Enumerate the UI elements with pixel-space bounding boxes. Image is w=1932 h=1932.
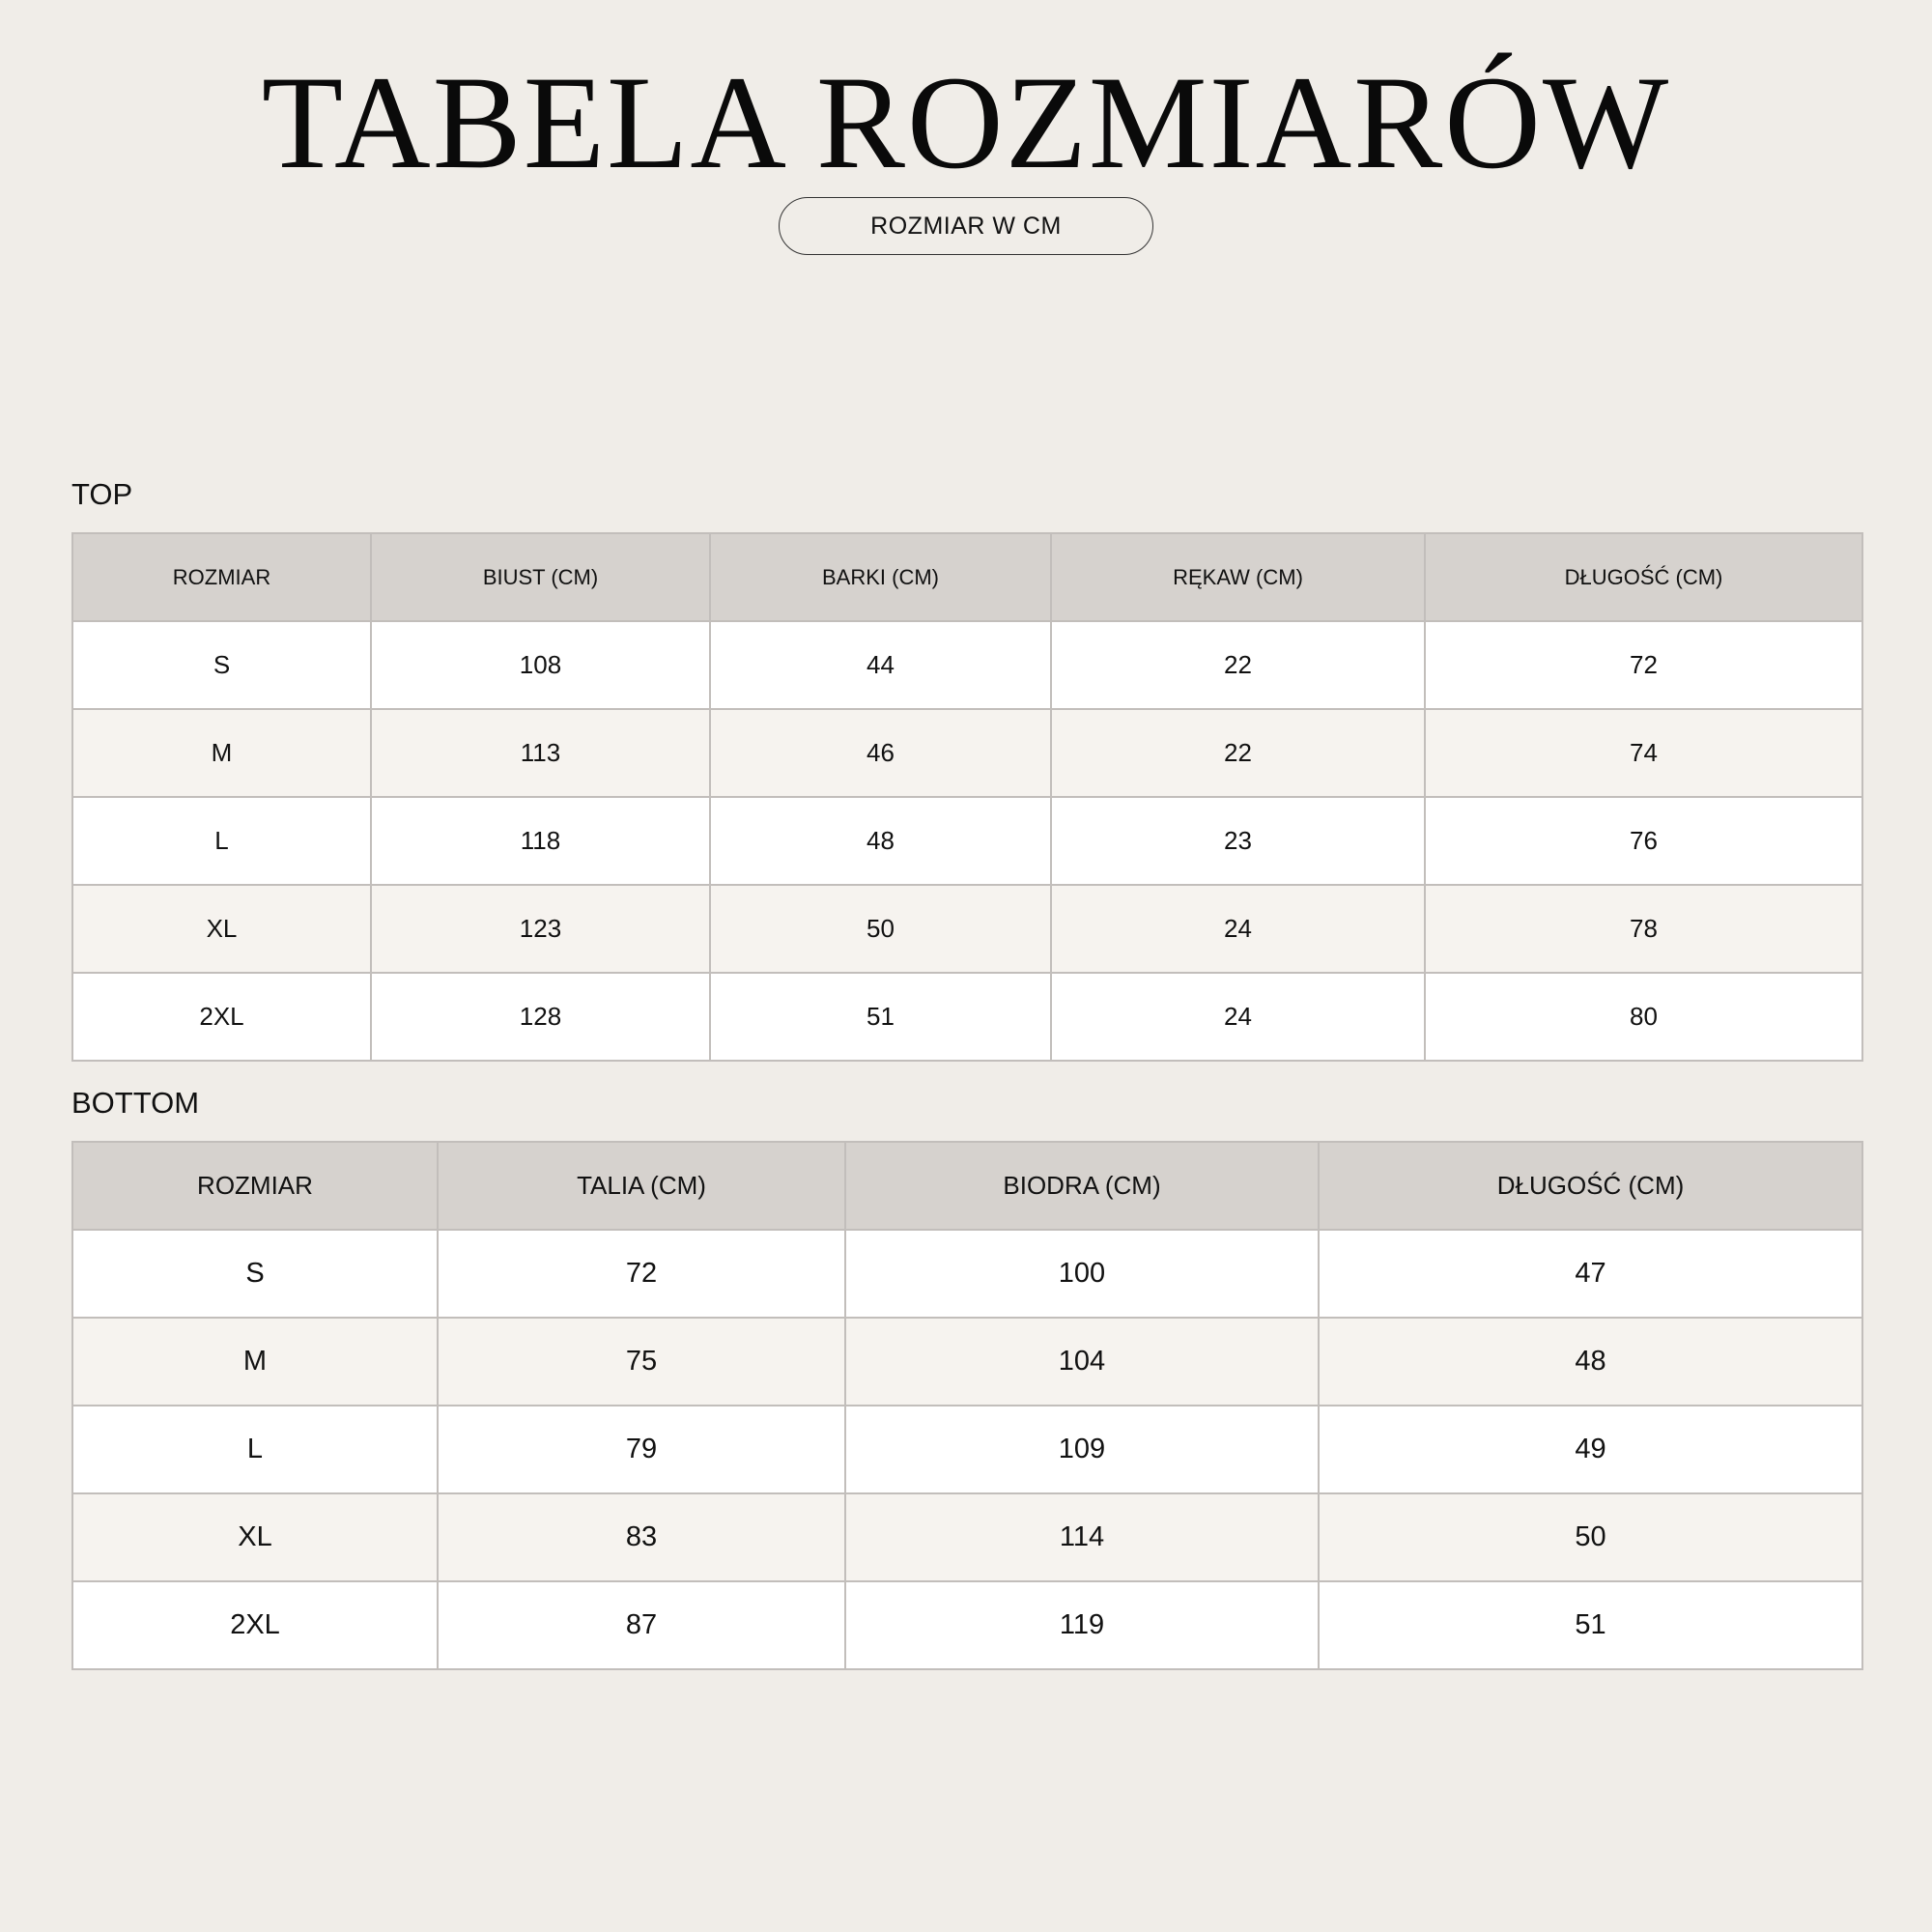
column-header: DŁUGOŚĆ (CM) xyxy=(1319,1142,1862,1230)
table-cell: XL xyxy=(72,885,371,973)
bottom-size-table xyxy=(71,1141,1863,1670)
table-cell: 22 xyxy=(1051,621,1425,709)
table-cell: 22 xyxy=(1051,709,1425,797)
table-cell: 24 xyxy=(1051,973,1425,1061)
table-cell: 108 xyxy=(371,621,710,709)
table-cell: XL xyxy=(72,1493,438,1581)
table-cell: 109 xyxy=(845,1406,1319,1493)
table-row xyxy=(72,1230,1862,1318)
table-row xyxy=(72,709,1862,797)
table-cell: 79 xyxy=(438,1406,845,1493)
table-header-row xyxy=(72,533,1862,621)
table-cell: 83 xyxy=(438,1493,845,1581)
top-section-label: TOP xyxy=(71,477,133,511)
table-cell: 2XL xyxy=(72,973,371,1061)
table-cell: 50 xyxy=(1319,1493,1862,1581)
table-cell: 104 xyxy=(845,1318,1319,1406)
table-cell: S xyxy=(72,621,371,709)
table-cell: 72 xyxy=(1425,621,1862,709)
column-header: BIODRA (CM) xyxy=(845,1142,1319,1230)
table-cell: 128 xyxy=(371,973,710,1061)
bottom-section-label: BOTTOM xyxy=(71,1086,200,1120)
column-header: BARKI (CM) xyxy=(710,533,1051,621)
table-cell: 74 xyxy=(1425,709,1862,797)
table-cell: 113 xyxy=(371,709,710,797)
table-cell: M xyxy=(72,1318,438,1406)
top-size-table xyxy=(71,532,1863,1062)
table-header-row xyxy=(72,1142,1862,1230)
table-cell: 100 xyxy=(845,1230,1319,1318)
column-header: RĘKAW (CM) xyxy=(1051,533,1425,621)
table-cell: 46 xyxy=(710,709,1051,797)
unit-badge: ROZMIAR W CM xyxy=(779,197,1153,255)
table-row xyxy=(72,1406,1862,1493)
table-row xyxy=(72,885,1862,973)
table-cell: 48 xyxy=(710,797,1051,885)
table-cell: 23 xyxy=(1051,797,1425,885)
table-cell: 49 xyxy=(1319,1406,1862,1493)
column-header: BIUST (CM) xyxy=(371,533,710,621)
column-header: ROZMIAR xyxy=(72,533,371,621)
table-cell: 119 xyxy=(845,1581,1319,1669)
table-row xyxy=(72,1318,1862,1406)
table-cell: M xyxy=(72,709,371,797)
table-row xyxy=(72,1581,1862,1669)
column-header: TALIA (CM) xyxy=(438,1142,845,1230)
table-row xyxy=(72,973,1862,1061)
table-row xyxy=(72,1493,1862,1581)
table-cell: 118 xyxy=(371,797,710,885)
table-cell: 114 xyxy=(845,1493,1319,1581)
table-cell: 24 xyxy=(1051,885,1425,973)
column-header: ROZMIAR xyxy=(72,1142,438,1230)
table-cell: 123 xyxy=(371,885,710,973)
table-cell: 87 xyxy=(438,1581,845,1669)
table-row xyxy=(72,797,1862,885)
table-cell: 51 xyxy=(710,973,1051,1061)
table-cell: 75 xyxy=(438,1318,845,1406)
table-cell: 47 xyxy=(1319,1230,1862,1318)
table-row xyxy=(72,621,1862,709)
table-cell: 51 xyxy=(1319,1581,1862,1669)
table-cell: 44 xyxy=(710,621,1051,709)
table-cell: 48 xyxy=(1319,1318,1862,1406)
table-cell: S xyxy=(72,1230,438,1318)
table-cell: 78 xyxy=(1425,885,1862,973)
table-cell: 80 xyxy=(1425,973,1862,1061)
table-cell: L xyxy=(72,1406,438,1493)
table-cell: 50 xyxy=(710,885,1051,973)
table-cell: 72 xyxy=(438,1230,845,1318)
table-cell: 2XL xyxy=(72,1581,438,1669)
table-cell: L xyxy=(72,797,371,885)
page-title: TABELA ROZMIARÓW xyxy=(261,48,1671,196)
table-cell: 76 xyxy=(1425,797,1862,885)
column-header: DŁUGOŚĆ (CM) xyxy=(1425,533,1862,621)
